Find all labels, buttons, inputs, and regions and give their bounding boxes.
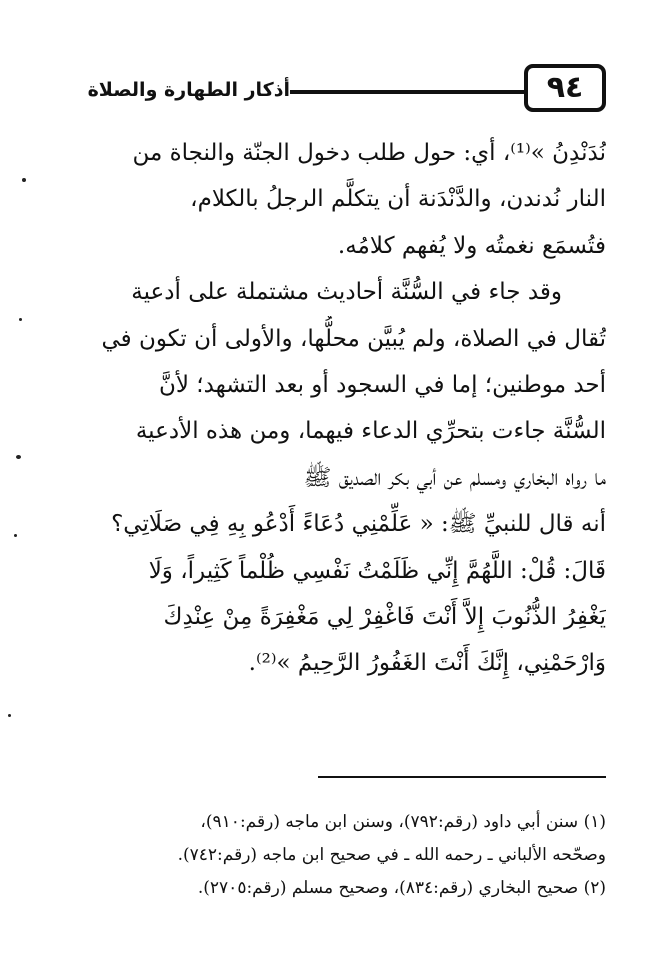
text-line: وقد جاء في السُّنَّة أحاديث مشتملة على أدعية [131, 279, 562, 306]
scan-speck [19, 318, 22, 321]
page-number: ٩٤ [524, 64, 606, 112]
footnote-line: (٢) صحيح البخاري (رقم:٨٣٤)، وصحيح مسلم (رقم:٢٧٠٥). [197, 878, 606, 898]
footnotes [92, 806, 606, 905]
text-line: يَغْفِرُ الذُّنُوبَ إِلاَّ أَنْتَ فَاغْفِرْ لِي مَغْفِرَةً مِنْ عِنْدِكَ [163, 604, 606, 631]
text-line: تُقال في الصلاة، ولم يُبيَّن محلُّها، والأولى أن تكون في [101, 325, 606, 352]
paragraph-1 [92, 130, 606, 269]
footnote-line: (١) سنن أبي داود (رقم:٧٩٢)، وسنن ابن ماجه (رقم:٩١٠)، [200, 812, 606, 832]
text-line: السُّنَّة جاءت بتحرِّي الدعاء فيهما، ومن هذه الأدعية [135, 418, 606, 445]
header-rule [290, 90, 526, 94]
text-line: قَالَ: قُلْ: اللَّهُمَّ إِنِّي ظَلَمْتُ نَفْسِي ظُلْماً كَثِيراً، وَلَا [148, 557, 606, 584]
main-text [92, 130, 606, 687]
text-line: النار نُدندن، والدَّنْدَنة أن يتكلَّم الرجلُ بالكلام، [190, 186, 606, 213]
text-line: أحد موطنين؛ إما في السجود أو بعد التشهد؛ لأنَّ [158, 372, 606, 399]
paragraph-2 [92, 269, 606, 687]
scan-speck [16, 455, 21, 459]
text-line: نُدَنْدِنُ »⁽¹⁾، أي: حول طلب دخول الجنّة والنجاة من [132, 140, 606, 166]
text-line: فتُسمَع نغمتُه ولا يُفهم كلامُه. [337, 232, 606, 259]
scan-speck [8, 714, 11, 717]
running-title: أذكار الطهارة والصلاة [87, 79, 290, 101]
text-line: ما رواه البخاري ومسلم عن أبي بكر الصديق ﷺ [303, 464, 606, 491]
scan-speck [22, 178, 26, 182]
footnote-separator [318, 776, 606, 778]
scan-speck [14, 534, 17, 537]
text-line: وَارْحَمْنِي، إِنَّكَ أَنْتَ الغَفُورُ الرَّحِيمُ »⁽²⁾. [248, 650, 606, 677]
text-line: أنه قال للنبيِّ ﷺ: « عَلِّمْنِي دُعَاءً أَدْعُو بِهِ فِي صَلَاتِي؟ [111, 511, 606, 538]
footnote-line: وصحّحه الألباني ـ رحمه الله ـ في صحيح ابن ماجه (رقم:٧٤٢). [177, 845, 606, 865]
